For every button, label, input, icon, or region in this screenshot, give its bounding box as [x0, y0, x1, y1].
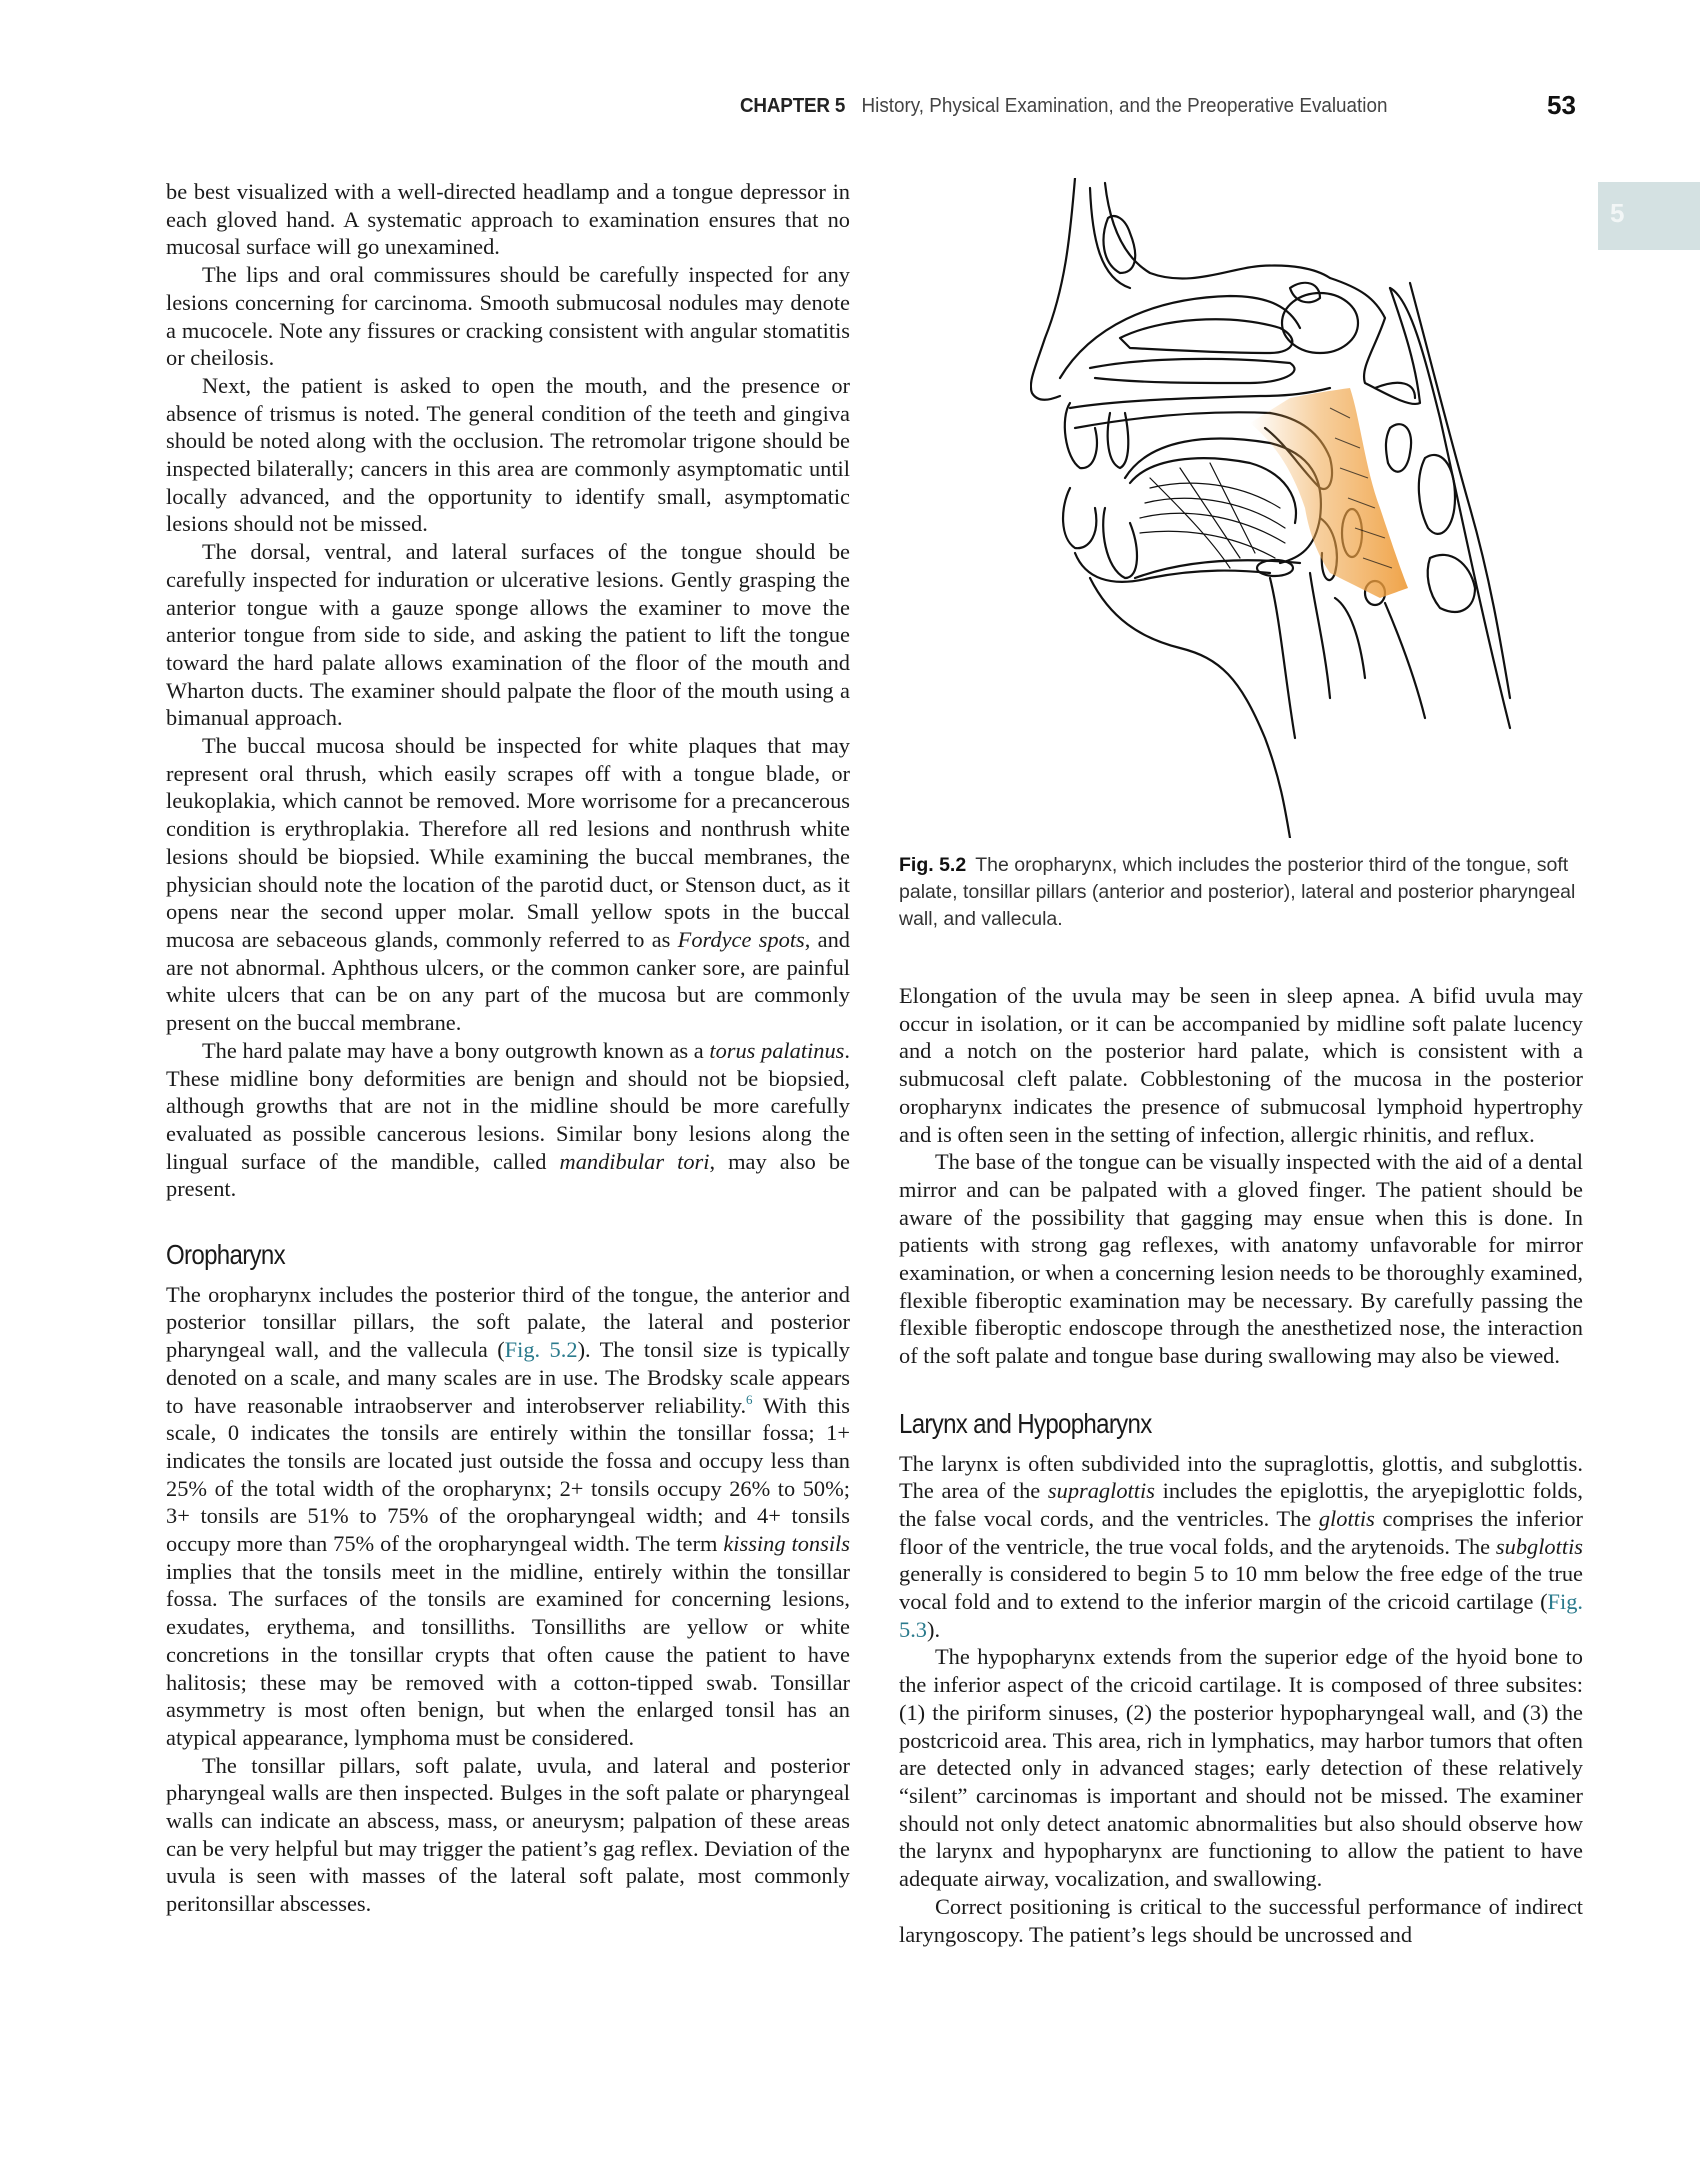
text-run: implies that the tonsils meet in the midline, entirely within the tonsillar fossa. The surfaces of the tonsils are examined for concerning lesions, exudates, erythema, and tonsilliths. Tonsilliths are yellow or white concretions in the tonsillar crypts that often cause the patient to have halitosis; these may be removed with a cotton-tipped swab. Tonsillar asymmetry is most often benign, but when the enlarged tonsil has an atypical appearance, lymphoma must be considered. — [166, 1558, 850, 1750]
left-column — [166, 178, 850, 1918]
text-run: With this scale, 0 indicates the tonsils are entirely within the tonsillar fossa; 1+ indicates the tonsils are located just outside the fossa and occupy less than 25% of the total width of the oropharynx; 2+ tonsils occupy 26% to 50%; 3+ tonsils are 51% to 75% of the oropharyngeal width; and 4+ tonsils occupy more than 75% of the oropharyngeal width. The term — [166, 1392, 850, 1557]
text-run: . These midline bony deformities are benign and should not be biopsied, although growths that are not in the midline should be more carefully evaluated as possible cancerous lesions. Similar bony lesions along the lingual surface of the mandible, called — [166, 1037, 850, 1174]
figure-label: Fig. 5.2 — [899, 854, 967, 876]
right-column — [899, 982, 1583, 1948]
paragraph: The hypopharynx extends from the superior edge of the hyoid bone to the inferior aspect of the cricoid cartilage. It is composed of three subsites: (1) the piriform sinuses, (2) the posterior hypopharyngeal wall, and (3) the postcricoid area. This area, rich in lymphatics, may harbor tumors that often are detected only in advanced stages; early detection of these relatively “silent” carcinomas is important and should not be missed. The examiner should not only detect anatomic abnormalities but also should observe how the larynx and hypopharynx are functioning to allow the patient to have adequate airway, vocalization, and swallowing. — [899, 1644, 1583, 1892]
italic-term: glottis — [1318, 1505, 1375, 1531]
italic-term: kissing tonsils — [723, 1531, 850, 1557]
italic-term: supraglottis — [1047, 1478, 1155, 1504]
paragraph — [899, 1450, 1583, 1644]
sagittal-head-neck-drawing — [1030, 178, 1530, 838]
figure-link[interactable]: Fig. 5.2 — [504, 1337, 578, 1363]
italic-term: torus palatinus — [709, 1037, 845, 1063]
figure-caption-text: The oropharynx, which includes the posterior third of the tongue, soft palate, tonsillar pillars (anterior and posterior), lateral and posterior pharyngeal wall, and vallecula. — [899, 854, 1576, 930]
italic-term: Fordyce spots — [677, 926, 805, 952]
italic-term: mandibular tori — [559, 1148, 710, 1174]
text-run: ). — [927, 1616, 941, 1642]
chapter-title: History, Physical Examination, and the Preoperative Evaluation — [861, 94, 1388, 117]
paragraph: Next, the patient is asked to open the mouth, and the presence or absence of trismus is noted. The general condition of the teeth and gingiva should be noted along with the occlusion. The retromolar trigone should be inspected bilaterally; cancers in this area are commonly asymptomatic until locally advanced, and the opportunity to identify small, asymptomatic lesions should not be missed. — [166, 372, 850, 537]
chapter-thumb-tab — [1598, 182, 1700, 250]
figure-oropharynx-illustration — [1030, 178, 1530, 838]
section-heading-larynx-hypopharynx: Larynx and Hypopharynx — [899, 1407, 1152, 1439]
text-run: The buccal mucosa should be inspected for white plaques that may represent oral thrush, which easily scrapes off with a tongue blade, or leukoplakia, which cannot be removed. More worrisome for a precancerous condition is erythroplakia. Therefore all red lesions and nonthrush white lesions should be biopsied. While examining the buccal membranes, the physician should note the location of the parotid duct, or Stenson duct, as it opens near the second upper molar. Small yellow spots in the buccal mucosa are sebaceous glands, commonly referred to as — [166, 733, 850, 952]
text-run: The hard palate may have a bony outgrowth known as a — [202, 1037, 710, 1063]
text-run: ). The tonsil size is typically denoted on a scale, and many scales are in use. The Brodsky scale appears to have reasonable intraobserver and interobserver reliability. — [166, 1337, 850, 1418]
text-run: The oropharynx includes the posterior third of the tongue, the anterior and posterior tonsillar pillars, the soft palate, the lateral and posterior pharyngeal wall, and the vallecula ( — [166, 1281, 850, 1363]
figure-link[interactable]: Fig. 5.3 — [899, 1589, 1583, 1642]
figure-caption — [899, 852, 1589, 933]
text-run: generally is considered to begin 5 to 10 mm below the free edge of the true vocal fold and to extend to the inferior margin of the cricoid cartilage ( — [899, 1561, 1583, 1615]
running-head — [740, 94, 1513, 124]
text-run: comprises the inferior floor of the ventricle, the true vocal folds, and the arytenoids. The — [899, 1505, 1583, 1559]
page-number: 53 — [1547, 90, 1576, 120]
paragraph: The base of the tongue can be visually inspected with the aid of a dental mirror and can be palpated with a gloved finger. The patient should be aware of the possibility that gagging may ensue when this is done. In patients with strong gag reflexes, with anatomy unfavorable for mirror examination, or when a concerning lesion needs to be thoroughly examined, flexible fiberoptic examination may be necessary. By carefully passing the flexible fiberoptic endoscope through the anesthetized nose, the interaction of the soft palate and tongue base during swallowing may also be viewed. — [899, 1149, 1583, 1369]
paragraph: Elongation of the uvula may be seen in sleep apnea. A bifid uvula may occur in isolation, or it can be accompanied by midline soft palate lucency and a notch on the posterior hard palate, which is consistent with a submucosal cleft palate. Cobblestoning of the mucosa in the posterior oropharynx indicates the presence of submucosal lymphoid hypertrophy and is often seen in the setting of infection, allergic rhinitis, and reflux. — [899, 983, 1583, 1147]
citation-link[interactable]: 6 — [746, 1391, 753, 1407]
text-run: , may also be present. — [166, 1148, 850, 1202]
section-heading-oropharynx: Oropharynx — [166, 1239, 285, 1271]
paragraph: The tonsillar pillars, soft palate, uvula, and lateral and posterior pharyngeal walls are then inspected. Bulges in the soft palate or pharyngeal walls can indicate an abscess, mass, or aneurysm; palpation of these areas can be very helpful but may trigger the patient’s gag reflex. Deviation of the uvula is seen with masses of the lateral soft palate, most commonly peritonsillar abscesses. — [166, 1752, 850, 1917]
paragraph: The dorsal, ventral, and lateral surfaces of the tongue should be carefully inspected for induration or ulcerative lesions. Gently grasping the anterior tongue with a gauze sponge allows the examiner to move the anterior tongue from side to side, and asking the patient to lift the tongue toward the hard palate allows examination of the floor of the mouth and Wharton ducts. The examiner should palpate the floor of the mouth using a bimanual approach. — [166, 539, 850, 731]
chapter-label: CHAPTER 5 — [740, 94, 846, 117]
italic-term: subglottis — [1495, 1533, 1583, 1559]
paragraph: The lips and oral commissures should be carefully inspected for any lesions concerning for carcinoma. Smooth submucosal nodules may denote a mucocele. Note any fissures or cracking consistent with angular stomatitis or cheilosis. — [166, 262, 850, 371]
paragraph: be best visualized with a well-directed headlamp and a tongue depressor in each gloved hand. A systematic approach to examination ensures that no mucosal surface will go unexamined. — [166, 179, 850, 260]
paragraph: Correct positioning is critical to the successful performance of indirect laryngoscopy. The patient’s legs should be uncrossed and — [899, 1893, 1583, 1947]
paragraph — [166, 1037, 850, 1203]
chapter-tab-number: 5 — [1610, 198, 1625, 228]
text-run: includes the epiglottis, the aryepiglottic folds, the false vocal cords, and the ventricles. The — [899, 1478, 1583, 1531]
paragraph — [166, 732, 850, 1037]
text-run: , and are not abnormal. Aphthous ulcers, or the common canker sore, are painful white ulcers that can be on any part of the mucosa but are commonly present on the buccal membrane. — [166, 926, 850, 1036]
text-run: The larynx is often subdivided into the supraglottis, glottis, and subglottis. The area of the — [899, 1450, 1583, 1504]
paragraph — [166, 1281, 850, 1752]
